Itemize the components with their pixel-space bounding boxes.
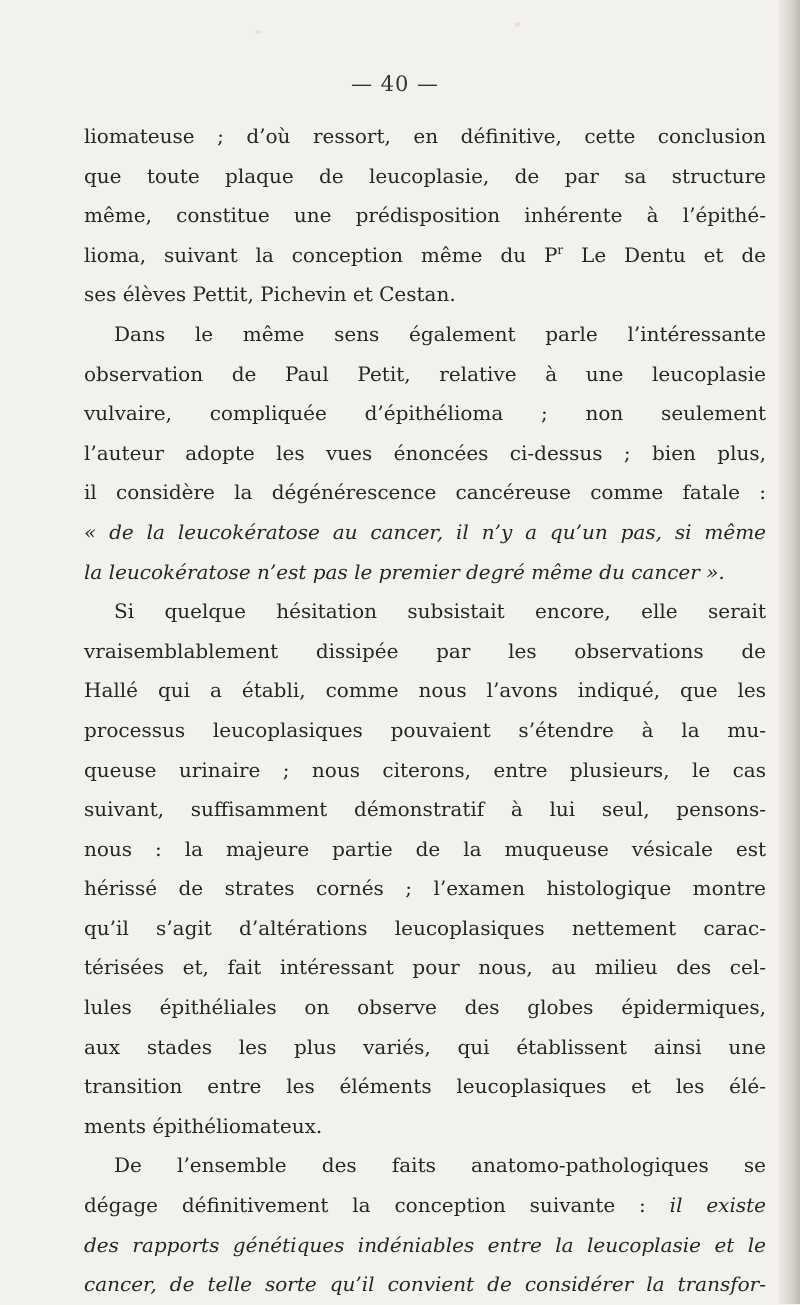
italic-line: cancer, de telle sorte qu’il convient de considérer la transfor- <box>84 1272 766 1297</box>
italic-line: des rapports génétiques indéniables entre la leucoplasie et le <box>84 1232 766 1257</box>
text-fragment: Le Dentu et de <box>563 242 766 267</box>
text-line: l’auteur adopte les vues énoncées ci-dessus ; bien plus, <box>84 440 766 465</box>
text-line: queuse urinaire ; nous citerons, entre plusieurs, le cas <box>84 757 766 782</box>
page-number: — 40 — <box>350 72 440 96</box>
text-line: qu’il s’agit d’altérations leucoplasiques nettement carac- <box>84 915 766 940</box>
text-line: hérissé de strates cornés ; l’examen histologique montre <box>84 876 766 901</box>
text-line <box>84 236 766 276</box>
page-edge-shadow <box>778 0 800 1304</box>
text-line: nous : la majeure partie de la muqueuse vésicale est <box>84 836 766 861</box>
text-line: lules épithéliales on observe des globes épidermiques, <box>84 995 766 1020</box>
quote-line: « de la leucokératose au cancer, il n’y a qu’un pas, si même <box>84 519 766 544</box>
text-line: vraisemblablement dissipée par les observations de <box>84 638 766 663</box>
quote-line: la leucokératose n’est pas le premier degré même du cancer ». <box>84 559 725 584</box>
text-line: transition entre les éléments leucoplasiques et les élé- <box>84 1074 766 1099</box>
text-fragment: dégage définitivement la conception suivante : <box>84 1193 670 1218</box>
paper-speck <box>255 30 261 34</box>
text-line: il considère la dégénérescence cancéreuse comme fatale : <box>84 480 766 505</box>
text-line: Si quelque hésitation subsistait encore, elle serait <box>114 599 766 624</box>
text-line: suivant, suffisamment démonstratif à lui seul, pensons- <box>84 797 766 822</box>
superscript: r <box>557 242 564 257</box>
text-line: même, constitue une prédisposition inhérente à l’épithé- <box>84 203 766 228</box>
text-line: vulvaire, compliquée d’épithélioma ; non seulement <box>84 401 766 426</box>
text-line: liomateuse ; d’où ressort, en définitive, cette conclusion <box>84 124 766 148</box>
text-line: Dans le même sens également parle l’intéressante <box>114 321 766 346</box>
text-line: observation de Paul Petit, relative à une leucoplasie <box>84 361 766 386</box>
text-fragment: lioma, suivant la conception même du P <box>84 242 558 267</box>
body-text <box>84 117 766 1305</box>
text-line: ments épithéliomateux. <box>84 1113 323 1138</box>
text-line: processus leucoplasiques pouvaient s’étendre à la mu- <box>84 717 766 742</box>
text-line: ses élèves Pettit, Pichevin et Cestan. <box>84 282 456 307</box>
italic-fragment: il existe <box>669 1193 766 1218</box>
text-line <box>84 1186 766 1226</box>
paper-speck <box>515 22 520 27</box>
text-line: térisées et, fait intéressant pour nous, au milieu des cel- <box>84 955 766 980</box>
text-line: que toute plaque de leucoplasie, de par sa structure <box>84 163 766 188</box>
text-line: De l’ensemble des faits anatomo-pathologiques se <box>114 1153 766 1178</box>
text-line: Hallé qui a établi, comme nous l’avons indiqué, que les <box>84 678 766 703</box>
text-line: aux stades les plus variés, qui établissent ainsi une <box>84 1034 766 1059</box>
